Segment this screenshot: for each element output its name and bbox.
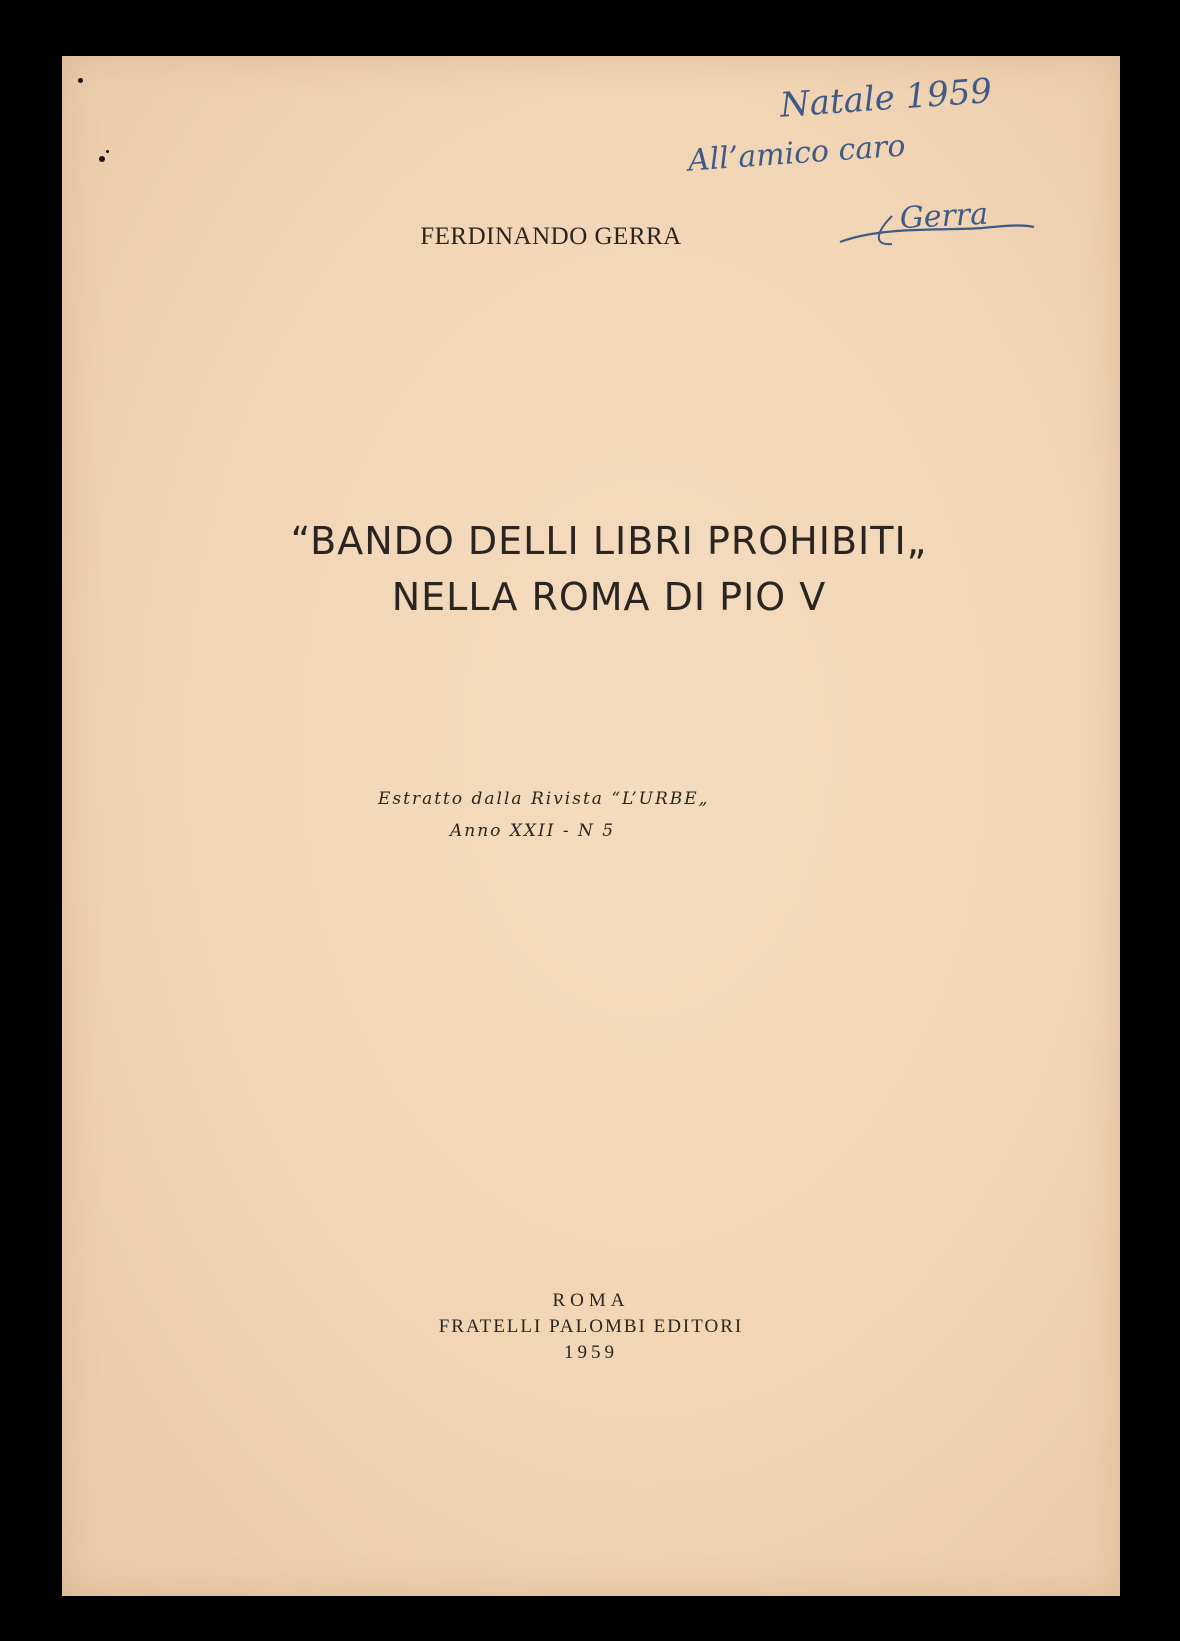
title-line-1: “BANDO DELLI LIBRI PROHIBITI„ [290,519,928,563]
extract-issue: Anno XXII - N 5 [450,821,616,841]
imprint-year: 1959 [564,1342,618,1363]
paper-speck [99,156,105,162]
imprint [62,1288,1120,1366]
handwritten-inscription [62,56,1120,316]
extract-source: Estratto dalla Rivista “L’URBE„ [378,789,710,809]
paper-speck [106,150,109,153]
title-line-2: NELLA ROMA DI PIO V [391,575,827,619]
imprint-city: ROMA [552,1290,630,1311]
extract-note [378,783,878,847]
imprint-publisher: FRATELLI PALOMBI EDITORI [438,1316,744,1337]
author-name: FERDINANDO GERRA [420,223,682,250]
paper-speck [78,78,83,83]
pamphlet-cover [62,56,1120,1596]
document-title [62,513,1120,625]
inscription-date: Natale 1959 [778,71,994,126]
inscription-signature: Gerra [898,196,989,237]
inscription-dedication: All’amico caro [686,128,907,179]
